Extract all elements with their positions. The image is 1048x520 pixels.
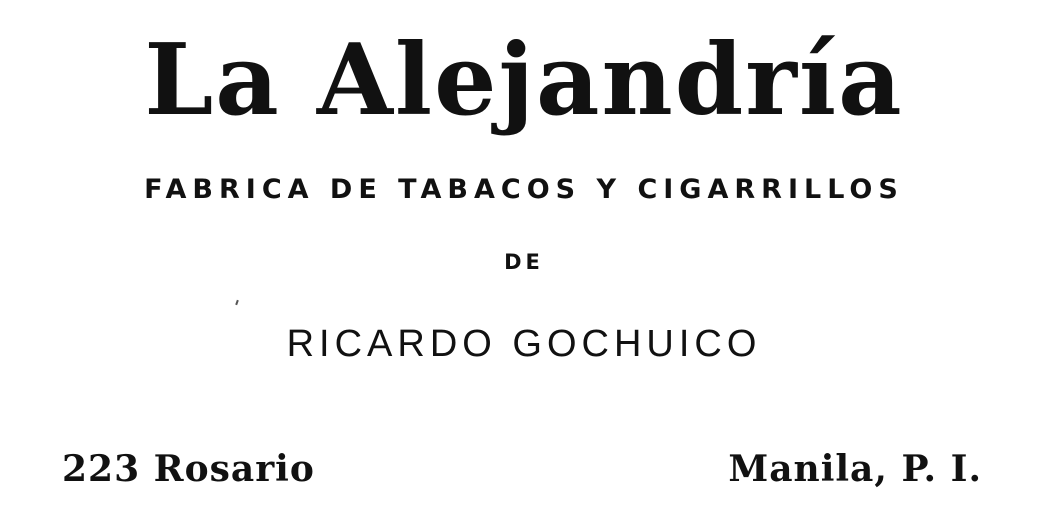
ink-speck <box>235 300 239 305</box>
city-location: Manila, P. I. <box>728 448 982 490</box>
connector-word: DE <box>504 250 544 274</box>
street-address: 223 Rosario <box>62 448 315 490</box>
owner-name: RICARDO GOCHUICO <box>286 323 762 365</box>
business-name-title: La Alejandría <box>144 23 904 138</box>
business-description: FABRICA DE TABACOS Y CIGARRILLOS <box>144 174 904 205</box>
